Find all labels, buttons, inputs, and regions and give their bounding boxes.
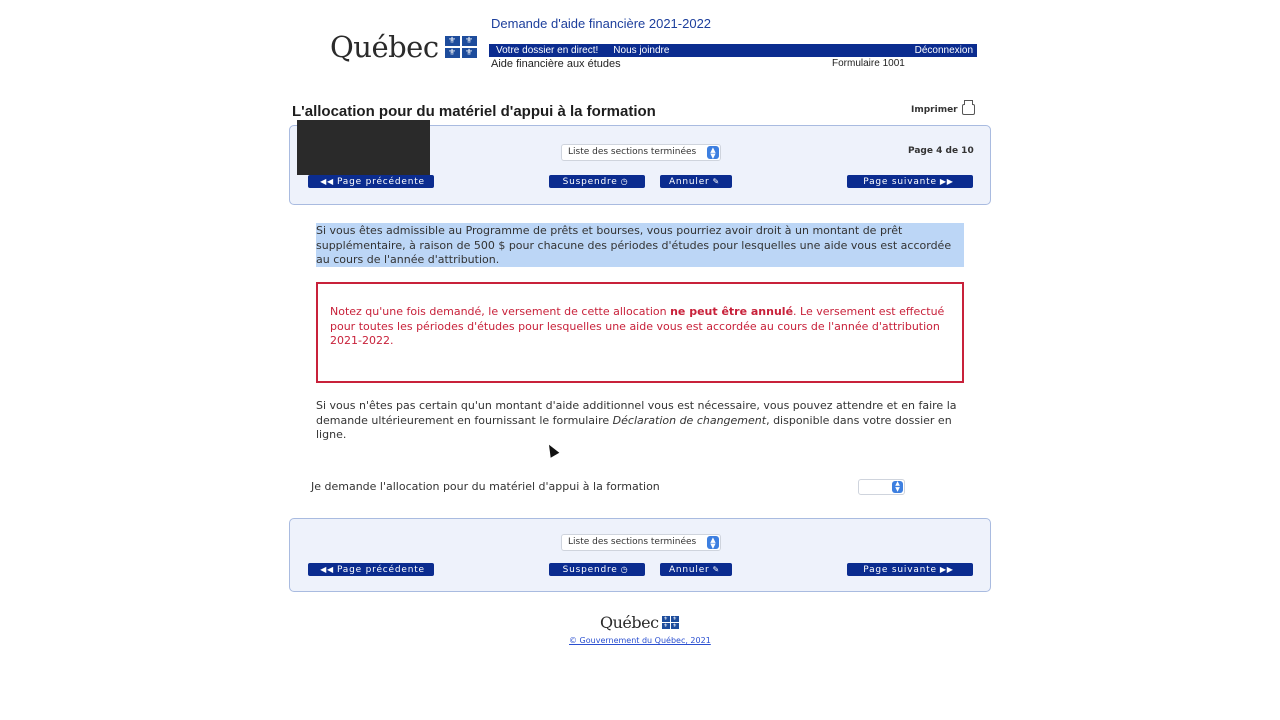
allocation-question-label: Je demande l'allocation pour du matériel d'appui à la formation — [311, 480, 660, 493]
printer-icon — [962, 104, 975, 115]
top-nav-bar — [489, 44, 977, 57]
form-number: Formulaire 1001 — [832, 58, 905, 69]
double-chevron-left-icon: ◀◀ — [320, 565, 334, 574]
copyright-link[interactable]: © Gouvernement du Québec, 2021 — [569, 636, 711, 645]
sections-select[interactable] — [561, 144, 721, 161]
logo-wordmark: Québec — [330, 30, 439, 64]
double-chevron-left-icon: ◀◀ — [320, 177, 334, 186]
allocation-answer-select[interactable] — [858, 479, 905, 495]
cancel-label: Annuler — [668, 176, 710, 187]
sections-select-value: Liste des sections terminées — [568, 147, 697, 157]
nav-link-contact[interactable]: Nous joindre — [613, 45, 670, 56]
double-chevron-right-icon: ▶▶ — [939, 565, 954, 574]
mouse-cursor-icon — [545, 442, 560, 457]
next-page-label: Page suivante — [863, 564, 937, 575]
nav-link-dossier[interactable]: Votre dossier en direct! — [496, 45, 599, 56]
notice-text-start: Notez qu'une fois demandé, le versement de cette allocation — [330, 305, 671, 318]
quebec-logo — [330, 30, 477, 64]
next-page-label: Page suivante — [863, 176, 937, 187]
top-navigation-panel — [289, 125, 991, 205]
info-paragraph — [316, 399, 964, 443]
warning-notice — [316, 282, 964, 383]
previous-page-label: Page précédente — [336, 176, 425, 187]
select-arrows-icon: ▲ ▼ — [707, 146, 719, 159]
logout-link[interactable]: Déconnexion — [914, 45, 973, 56]
suspend-button[interactable] — [549, 175, 645, 188]
bottom-navigation-panel — [289, 518, 991, 592]
sections-select[interactable] — [561, 534, 721, 551]
footer-logo-wordmark: Québec — [600, 613, 659, 632]
cancel-button[interactable] — [660, 175, 732, 188]
sections-select-value: Liste des sections terminées — [568, 537, 697, 547]
previous-page-label: Page précédente — [336, 564, 425, 575]
print-button[interactable] — [911, 104, 975, 115]
notice-emphasis: ne peut être annulé — [670, 305, 794, 318]
redacted-block — [297, 120, 430, 175]
info-text-start: Si vous n'êtes pas certain qu'un montant d'aide additionnel vous est nécessaire, vous pouvez attendre et en faire la demande ultérieurement en fournissant le formulaire — [316, 399, 957, 427]
previous-page-button[interactable] — [308, 563, 434, 576]
program-subtitle: Aide financière aux études — [491, 58, 621, 70]
next-page-button[interactable] — [847, 563, 973, 576]
page-title: L'allocation pour du matériel d'appui à la formation — [292, 103, 656, 120]
app-title: Demande d'aide financière 2021-2022 — [491, 16, 712, 31]
eraser-icon: ✎ — [712, 565, 721, 574]
fleur-de-lis-flag-icon: ⚜ ⚜ ⚜ ⚜ — [663, 616, 677, 629]
page-indicator: Page 4 de 10 — [908, 146, 974, 156]
footer-logo — [600, 613, 679, 632]
info-text-end: , disponible dans votre dossier en ligne. — [316, 413, 952, 441]
cancel-button[interactable] — [660, 563, 732, 576]
form-name-emphasis: Déclaration de changement — [612, 413, 767, 427]
select-arrows-icon: ▲ ▼ — [707, 536, 719, 549]
eraser-icon: ✎ — [712, 177, 721, 186]
intro-paragraph: Si vous êtes admissible au Programme de prêts et bourses, vous pourriez avoir droit à un montant de prêt supplémentaire, à raison de 500 $ pour chacune des périodes d'études pour lesquelles une aide vous est accordée au cours de l'année d'attribution. — [316, 223, 964, 267]
print-label: Imprimer — [911, 104, 958, 115]
previous-page-button[interactable] — [308, 175, 434, 188]
suspend-button[interactable] — [549, 563, 645, 576]
select-arrows-icon: ▲ ▼ — [892, 481, 903, 493]
fleur-de-lis-flag-icon: ⚜ ⚜ ⚜ ⚜ — [445, 36, 477, 58]
next-page-button[interactable] — [847, 175, 973, 188]
clock-icon: ◷ — [620, 177, 629, 186]
clock-icon: ◷ — [620, 565, 629, 574]
suspend-label: Suspendre — [562, 564, 618, 575]
double-chevron-right-icon: ▶▶ — [939, 177, 954, 186]
suspend-label: Suspendre — [562, 176, 618, 187]
notice-text-end: . Le versement est effectué pour toutes les périodes d'études pour lesquelles une aide vous est accordée au cours de l'année d'attribution 2021-2022. — [330, 305, 945, 347]
cancel-label: Annuler — [668, 564, 710, 575]
